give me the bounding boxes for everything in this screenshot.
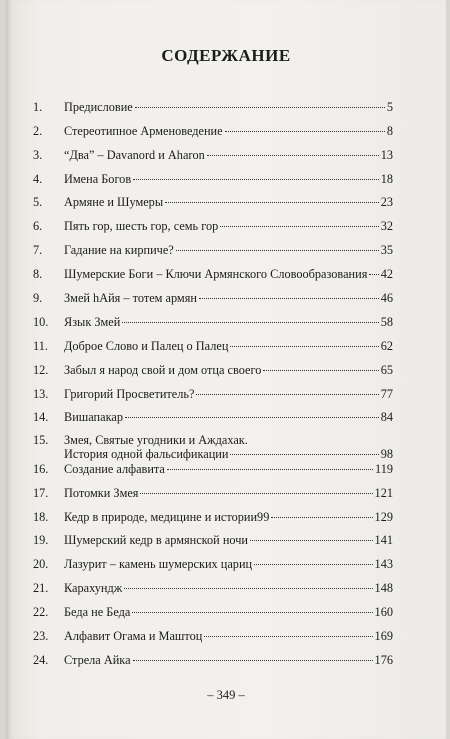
toc-entry-body bbox=[64, 486, 393, 500]
toc-entry-body bbox=[64, 510, 393, 524]
toc-entry-page: 5 bbox=[386, 100, 393, 114]
toc-entry-body bbox=[64, 219, 393, 233]
toc-entry-number: 23. bbox=[33, 629, 49, 643]
toc-entry-line bbox=[64, 172, 393, 186]
toc-entry-page: 121 bbox=[374, 486, 393, 500]
toc-entry-line bbox=[64, 243, 393, 257]
toc-entry-body bbox=[64, 195, 393, 209]
toc-entry-line bbox=[64, 219, 393, 233]
toc-entry-page: 18 bbox=[380, 172, 393, 186]
toc-entry-page: 176 bbox=[374, 653, 393, 667]
toc-entry-page: 32 bbox=[380, 219, 393, 233]
toc-entry-line bbox=[64, 510, 393, 524]
toc-entry-number: 22. bbox=[33, 605, 49, 619]
toc-entry-title: Кедр в природе, медицине и истории99 bbox=[64, 510, 270, 524]
toc-entry-body bbox=[64, 148, 393, 162]
dot-leader bbox=[225, 131, 385, 132]
toc-entry-body bbox=[64, 267, 393, 281]
dot-leader bbox=[135, 107, 385, 108]
toc-entry-page: 58 bbox=[380, 315, 393, 329]
toc-entry-body bbox=[64, 410, 393, 424]
dot-leader bbox=[132, 612, 372, 613]
toc-entry-line bbox=[64, 447, 393, 461]
toc-entry-line bbox=[64, 653, 393, 667]
toc-entry-line bbox=[64, 100, 393, 114]
toc-entry-line bbox=[64, 433, 393, 447]
toc-entry-title: Змея, Святые угодники и Аждахак. bbox=[64, 433, 248, 447]
toc-entry-number: 3. bbox=[33, 148, 43, 162]
dot-leader bbox=[263, 370, 378, 371]
dot-leader bbox=[125, 417, 379, 418]
toc-entry-number: 13. bbox=[33, 387, 49, 401]
toc-entry-page: 98 bbox=[380, 447, 393, 461]
dot-leader bbox=[254, 564, 372, 565]
toc-entry-title: Пять гор, шесть гор, семь гор bbox=[64, 219, 219, 233]
toc-entry-number: 21. bbox=[33, 581, 49, 595]
toc-entry-title: Алфавит Огама и Маштоц bbox=[64, 629, 203, 643]
toc-entry-body bbox=[64, 363, 393, 377]
toc-entry-body bbox=[64, 387, 393, 401]
toc-entry-line bbox=[64, 267, 393, 281]
toc-entry-number: 5. bbox=[33, 195, 43, 209]
toc-entry-title: Григорий Просветитель? bbox=[64, 387, 195, 401]
page-number: – 349 – bbox=[207, 688, 245, 702]
toc-entry-title: Стрела Айка bbox=[64, 653, 131, 667]
toc-entry-page: 129 bbox=[374, 510, 393, 524]
dot-leader bbox=[207, 155, 379, 156]
toc-entry-body bbox=[64, 533, 393, 547]
toc-entry-body bbox=[64, 339, 393, 353]
toc-entry-title: Гадание на кирпиче? bbox=[64, 243, 174, 257]
toc-entry-line bbox=[64, 315, 393, 329]
toc-entry-number: 15. bbox=[33, 433, 49, 447]
toc-entry-number: 24. bbox=[33, 653, 49, 667]
toc-entry-page: 62 bbox=[380, 339, 393, 353]
toc-entry-page: 141 bbox=[374, 533, 393, 547]
toc-entry-number: 6. bbox=[33, 219, 43, 233]
toc-entry-line bbox=[64, 462, 393, 476]
toc-entry-line bbox=[64, 387, 393, 401]
toc-entry-number: 2. bbox=[33, 124, 43, 138]
toc-entry-line bbox=[64, 533, 393, 547]
toc-entry-body bbox=[64, 243, 393, 257]
dot-leader bbox=[230, 454, 378, 455]
dot-leader bbox=[199, 298, 379, 299]
toc-entry-page: 35 bbox=[380, 243, 393, 257]
toc-entry-page: 13 bbox=[380, 148, 393, 162]
toc-entry-body bbox=[64, 433, 393, 461]
dot-leader bbox=[271, 517, 372, 518]
toc-entry-number: 16. bbox=[33, 462, 49, 476]
toc-entry-title: Имена Богов bbox=[64, 172, 132, 186]
toc-entry-page: 143 bbox=[374, 557, 393, 571]
dot-leader bbox=[220, 226, 378, 227]
toc-entry-body bbox=[64, 124, 393, 138]
dot-leader bbox=[204, 636, 372, 637]
toc-entry-title: Создание алфавита bbox=[64, 462, 165, 476]
toc-entry-title: Язык Змей bbox=[64, 315, 121, 329]
toc-entry-line bbox=[64, 605, 393, 619]
toc-entry-title: Доброе Слово и Палец о Палец bbox=[64, 339, 229, 353]
dot-leader bbox=[133, 660, 373, 661]
toc-entry-title: История одной фальсификации bbox=[64, 447, 229, 461]
toc-entry-title: Забыл я народ свой и дом отца своего bbox=[64, 363, 262, 377]
dot-leader bbox=[369, 274, 378, 275]
toc-entry-title: Потомки Змея bbox=[64, 486, 139, 500]
toc-entry-title: Армяне и Шумеры bbox=[64, 195, 164, 209]
toc-entry-body bbox=[64, 291, 393, 305]
toc-entry-number: 10. bbox=[33, 315, 49, 329]
toc-entry-page: 77 bbox=[380, 387, 393, 401]
toc-entry-number: 4. bbox=[33, 172, 43, 186]
dot-leader bbox=[165, 202, 379, 203]
toc-entry-line bbox=[64, 124, 393, 138]
toc-entry-body bbox=[64, 581, 393, 595]
toc-entry-title: Лазурит – камень шумерских цариц bbox=[64, 557, 253, 571]
toc-entry-body bbox=[64, 100, 393, 114]
toc-entry-body bbox=[64, 315, 393, 329]
toc-entry-title: Змей hАйя – тотем армян bbox=[64, 291, 197, 305]
toc-entry-line bbox=[64, 410, 393, 424]
toc-entry-number: 11. bbox=[33, 339, 48, 353]
toc-entry-line bbox=[64, 363, 393, 377]
toc-entry-title: Стереотипное Арменоведение bbox=[64, 124, 223, 138]
toc-entry-page: 23 bbox=[380, 195, 393, 209]
dot-leader bbox=[122, 322, 378, 323]
toc-entry-body bbox=[64, 172, 393, 186]
dot-leader bbox=[230, 346, 378, 347]
toc-entry-number: 7. bbox=[33, 243, 43, 257]
toc-entry-number: 8. bbox=[33, 267, 43, 281]
toc-entry-title: Вишапакар bbox=[64, 410, 123, 424]
toc-entry-page: 46 bbox=[380, 291, 393, 305]
toc-entry-line bbox=[64, 148, 393, 162]
toc-entry-page: 148 bbox=[374, 581, 393, 595]
dot-leader bbox=[133, 179, 379, 180]
dot-leader bbox=[140, 493, 372, 494]
toc-entry-page: 84 bbox=[380, 410, 393, 424]
toc-entry-body bbox=[64, 629, 393, 643]
toc-entry-page: 65 bbox=[380, 363, 393, 377]
toc-entry-number: 1. bbox=[33, 100, 43, 114]
toc-entry-page: 169 bbox=[374, 629, 393, 643]
toc-entry-title: Шумерский кедр в армянской ночи bbox=[64, 533, 248, 547]
dot-leader bbox=[196, 394, 378, 395]
book-page bbox=[6, 0, 446, 739]
toc-entry-title: Беда не Беда bbox=[64, 605, 131, 619]
toc-entry-line bbox=[64, 339, 393, 353]
dot-leader bbox=[167, 469, 373, 470]
toc-entry-page: 8 bbox=[386, 124, 393, 138]
toc-entry-line bbox=[64, 581, 393, 595]
toc-entry-number: 18. bbox=[33, 510, 49, 524]
toc-entry-body bbox=[64, 462, 393, 476]
toc-entry-line bbox=[64, 629, 393, 643]
toc-entry-number: 20. bbox=[33, 557, 49, 571]
dot-leader bbox=[250, 540, 373, 541]
toc-entry-number: 14. bbox=[33, 410, 49, 424]
toc-entry-body bbox=[64, 653, 393, 667]
toc-entry-line bbox=[64, 291, 393, 305]
toc-entry-number: 17. bbox=[33, 486, 49, 500]
toc-entry-number: 9. bbox=[33, 291, 43, 305]
dot-leader bbox=[124, 588, 372, 589]
toc-entry-page: 42 bbox=[380, 267, 393, 281]
toc-entry-title: Карахундж bbox=[64, 581, 123, 595]
toc-entry-title: Шумерские Боги – Ключи Армянского Словообразования bbox=[64, 267, 368, 281]
toc-entry-body bbox=[64, 605, 393, 619]
page-title: СОДЕРЖАНИЕ bbox=[161, 46, 291, 65]
toc-entry-number: 19. bbox=[33, 533, 49, 547]
toc-entry-page: 160 bbox=[374, 605, 393, 619]
toc-entry-page: 119 bbox=[375, 462, 393, 476]
toc-entry-title: Предисловие bbox=[64, 100, 133, 114]
toc-entry-body bbox=[64, 557, 393, 571]
toc-entry-line bbox=[64, 557, 393, 571]
dot-leader bbox=[176, 250, 379, 251]
toc-entry-line bbox=[64, 195, 393, 209]
toc-entry-line bbox=[64, 486, 393, 500]
toc-entry-title: “Два” – Davanord и Aharon bbox=[64, 148, 205, 162]
toc-entry-number: 12. bbox=[33, 363, 49, 377]
